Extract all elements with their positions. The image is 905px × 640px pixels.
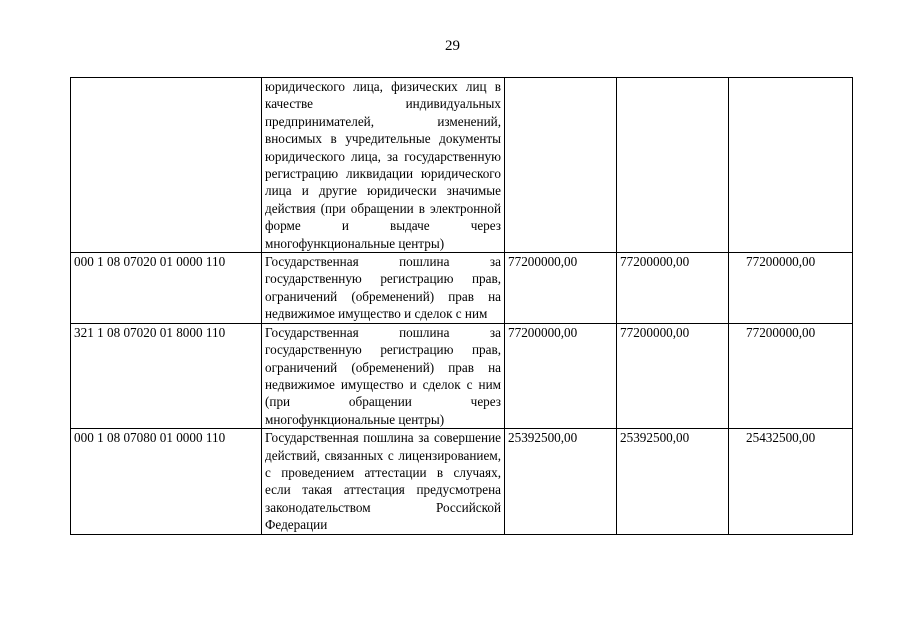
description-cell: Государственная пошлина за государственную регистрацию прав, ограничений (обременений) прав на недвижимое имущество и сделок с ним — [262, 253, 505, 324]
table-row — [71, 78, 853, 253]
value-cell-year-3: 77200000,00 — [729, 323, 853, 428]
budget-code-cell: 000 1 08 07080 01 0000 110 — [71, 429, 262, 534]
description-cell: Государственная пошлина за государственную регистрацию прав, ограничений (обременений) прав на недвижимое имущество и сделок с ним (при обращении через многофункциональные центры) — [262, 323, 505, 428]
value-cell-year-1: 25392500,00 — [505, 429, 617, 534]
value-cell-year-2: 77200000,00 — [617, 323, 729, 428]
revenue-table — [70, 77, 853, 535]
page-number: 29 — [445, 38, 460, 54]
description-cell: Государственная пошлина за совершение действий, связанных с лицензированием, с проведением аттестации в случаях, если такая аттестация предусмотрена законодательством Российской Федерации — [262, 429, 505, 534]
budget-code-cell — [71, 78, 262, 253]
value-cell-year-3: 77200000,00 — [729, 253, 853, 324]
budget-code-cell: 000 1 08 07020 01 0000 110 — [71, 253, 262, 324]
table-row — [71, 323, 853, 428]
value-cell-year-1: 77200000,00 — [505, 323, 617, 428]
value-cell-year-3 — [729, 78, 853, 253]
budget-code-cell: 321 1 08 07020 01 8000 110 — [71, 323, 262, 428]
value-cell-year-2: 25392500,00 — [617, 429, 729, 534]
value-cell-year-1 — [505, 78, 617, 253]
table-row — [71, 253, 853, 324]
value-cell-year-2 — [617, 78, 729, 253]
value-cell-year-3: 25432500,00 — [729, 429, 853, 534]
value-cell-year-2: 77200000,00 — [617, 253, 729, 324]
description-cell: юридического лица, физических лиц в качестве индивидуальных предпринимателей, изменений, вносимых в учредительные документы юридического лица, за государственную регистрацию ликвидации юридического лица и другие юридически значимые действия (при обращении в электронной форме и выдаче через многофункциональные центры) — [262, 78, 505, 253]
table-row — [71, 429, 853, 534]
value-cell-year-1: 77200000,00 — [505, 253, 617, 324]
